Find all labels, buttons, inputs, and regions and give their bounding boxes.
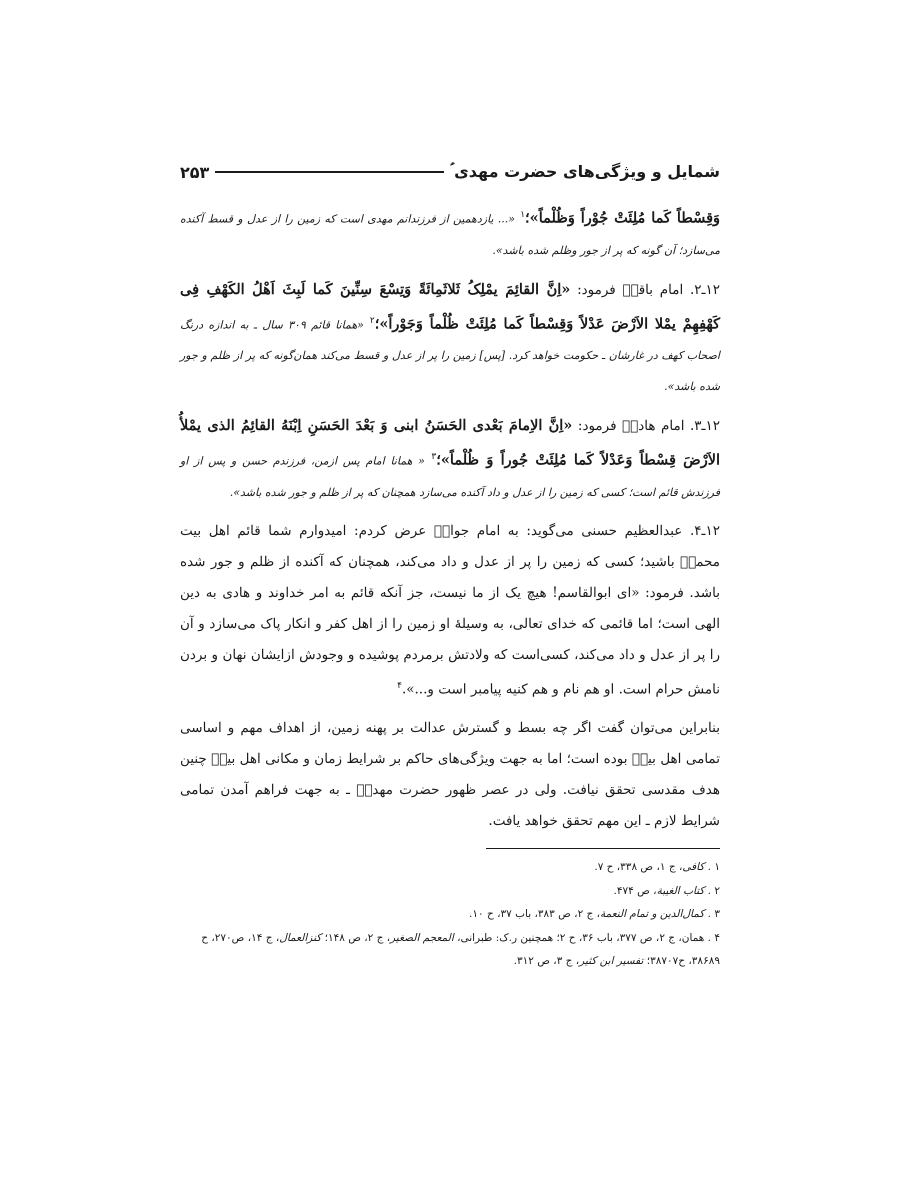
footnotes bbox=[180, 856, 720, 974]
hadith-label: ۱۲ـ۳. امام هادیؑ فرمود: bbox=[577, 418, 721, 434]
footnote-ref: ۳ bbox=[431, 452, 437, 462]
translation: «همانا قائم ۳۰۹ سال ـ به اندازه درنگ اصحاب کهف در غارشان ـ حکومت خواهد کرد. [پس] زمین را پر از عدل و قسط می‌کند همان‌گونه که پر از ظلم و جور شده باشد». bbox=[180, 318, 720, 393]
footnote-divider bbox=[486, 848, 720, 849]
paragraph-2 bbox=[180, 274, 720, 403]
footnote-4 bbox=[180, 927, 720, 974]
arabic-quote: «اِنَّ القائِمَ یمْلِکُ ثَلاثَمِائَةً وَتِسْعَ سِنِّینَ کَما لَبِثَ اَهْلُ الکَهْفِ فِی کَهْفِهِمْ یمْلا الاَرْضَ عَدْلاً وَقِسْطاً کَما مُلِئَتْ ظُلْماً وَجَوْراً»؛ bbox=[180, 280, 721, 332]
book-title: کافی bbox=[682, 861, 705, 873]
footnote-ref: ۱ bbox=[520, 210, 526, 220]
body-text bbox=[180, 200, 720, 845]
footnote-text: ، ج ۲، ص ۱۴۸؛ bbox=[321, 931, 391, 944]
book-title: کنزالعمال bbox=[279, 931, 322, 944]
book-title: المعجم الصغیر bbox=[390, 931, 454, 944]
footnote-text: ، ج ۳، ص ۳۱۲. bbox=[513, 955, 580, 967]
paragraph-1 bbox=[180, 200, 720, 266]
arabic-quote: وَقِسْطاً کَما مُلِئَتْ جُوْراً وَظُلْماً»؛ bbox=[525, 209, 721, 227]
footnote-ref: ۲ bbox=[369, 315, 375, 326]
footnote-ref: ۴ bbox=[397, 680, 402, 691]
footnote-text: ، ج ۱، ص ۳۳۸، ح ۷. bbox=[594, 861, 683, 873]
footnote-number: ۴ . bbox=[707, 931, 720, 944]
paragraph-4 bbox=[180, 516, 720, 706]
translation: « همانا امام پس ازمن، فرزندم حسن و پس از او فرزندش قائم است؛ کسی که زمین را از عدل و داد آکنده می‌سازد همچنان که پر از ظلم و جور شده باشد». bbox=[180, 454, 720, 499]
page-number: ۲۵۳ bbox=[180, 162, 210, 182]
paragraph-text: ۱۲ـ۴. عبدالعظیم حسنی می‌گوید: به امام جوادؑ عرض کردم: امیدوارم شما قائم اهل بیت محمدؐ باشید؛ کسی که زمین را پر از عدل و داد می‌کند، همچنان که آکنده از ظلم و جور شده باشد. فرمود: «ای ابوالقاسم! هیچ یک از ما نیست، جز آنکه قائم به امر خداوند و هادی به دین الهی است؛ اما قائمی که خدای تعالی، به وسیلهٔ او زمین را از اهل کفر و انکار پاک می‌سازد و آن را پر از عدل و داد می‌کند، کسی‌است که ولادتش برمردم پوشیده و وجودش ازایشان نهان و بردن نامش حرام است. او هم نام و هم کنیه پیامبر است و...». bbox=[180, 522, 720, 697]
footnote-number: ۳ . bbox=[707, 908, 720, 920]
page-header bbox=[180, 158, 720, 186]
paragraph-5 bbox=[180, 713, 720, 837]
paragraph-text: بنابراین می‌توان گفت اگر چه بسط و گسترش عدالت بر پهنه زمین، از اهداف مهم و اساسی تمامی اهل بیتؑ بوده است؛ اما به جهت ویژگی‌های حاکم بر شرایط زمان و مکانی اهل بیتؑ چنین هدف مقدسی تحقق نیافت. ولی در عصر ظهور حضرت مهدیؑ ـ به جهت فراهم آمدن تمامی شرایط لازم ـ این مهم تحقق خواهد یافت. bbox=[180, 720, 720, 829]
footnote-text: ، ج ۲، ص ۳۸۳، باب ۳۷، ح ۱۰. bbox=[469, 908, 601, 920]
footnote-text: ، ص ۴۷۴. bbox=[613, 884, 657, 897]
footnote-text: ، ج ۱۴، ص۲۷۰، ح ۳۸۶۸۹، ح۳۸۷۰۷؛ bbox=[201, 931, 720, 967]
translation: «... یازدهمین از فرزندانم مهدی است که زمین را از عدل و قسط آکنده می‌سازد؛ آن گونه که پر از جور وظلم شده باشد». bbox=[180, 212, 720, 257]
header-rule bbox=[215, 171, 444, 173]
footnote-3 bbox=[180, 903, 720, 927]
book-title: تفسیر ابن کثیر bbox=[579, 955, 644, 967]
footnote-2 bbox=[180, 880, 720, 904]
arabic-quote: «اِنَّ الاِمامَ بَعْدی الحَسَنُ ابنی وَ بَعْدَ الحَسَنِ اِبْنَهُ القائِمُ الذی یمْلأُ الاَرْضَ قِسْطاً وَعَدْلاً کَما مُلِئَتْ جُوراً وَ ظُلْماً»؛ bbox=[180, 417, 721, 469]
running-title: شمایل و ویژگی‌های حضرت مهدی ؑ bbox=[450, 162, 720, 181]
footnote-text: همان، ج ۲، ص ۳۷۷، باب ۳۶، ح ۲؛ همچنین ر.ک: طبرانی، bbox=[453, 931, 705, 944]
book-title: کمال‌الدین و تمام النعمة bbox=[600, 908, 705, 920]
footnote-number: ۱ . bbox=[707, 861, 720, 873]
hadith-label: ۱۲ـ۲. امام باقرؑ فرمود: bbox=[577, 281, 720, 298]
paragraph-3 bbox=[180, 410, 720, 508]
book-title: کتاب الغیبة bbox=[656, 884, 705, 897]
footnote-number: ۲ . bbox=[707, 884, 720, 897]
footnote-1 bbox=[180, 856, 720, 880]
